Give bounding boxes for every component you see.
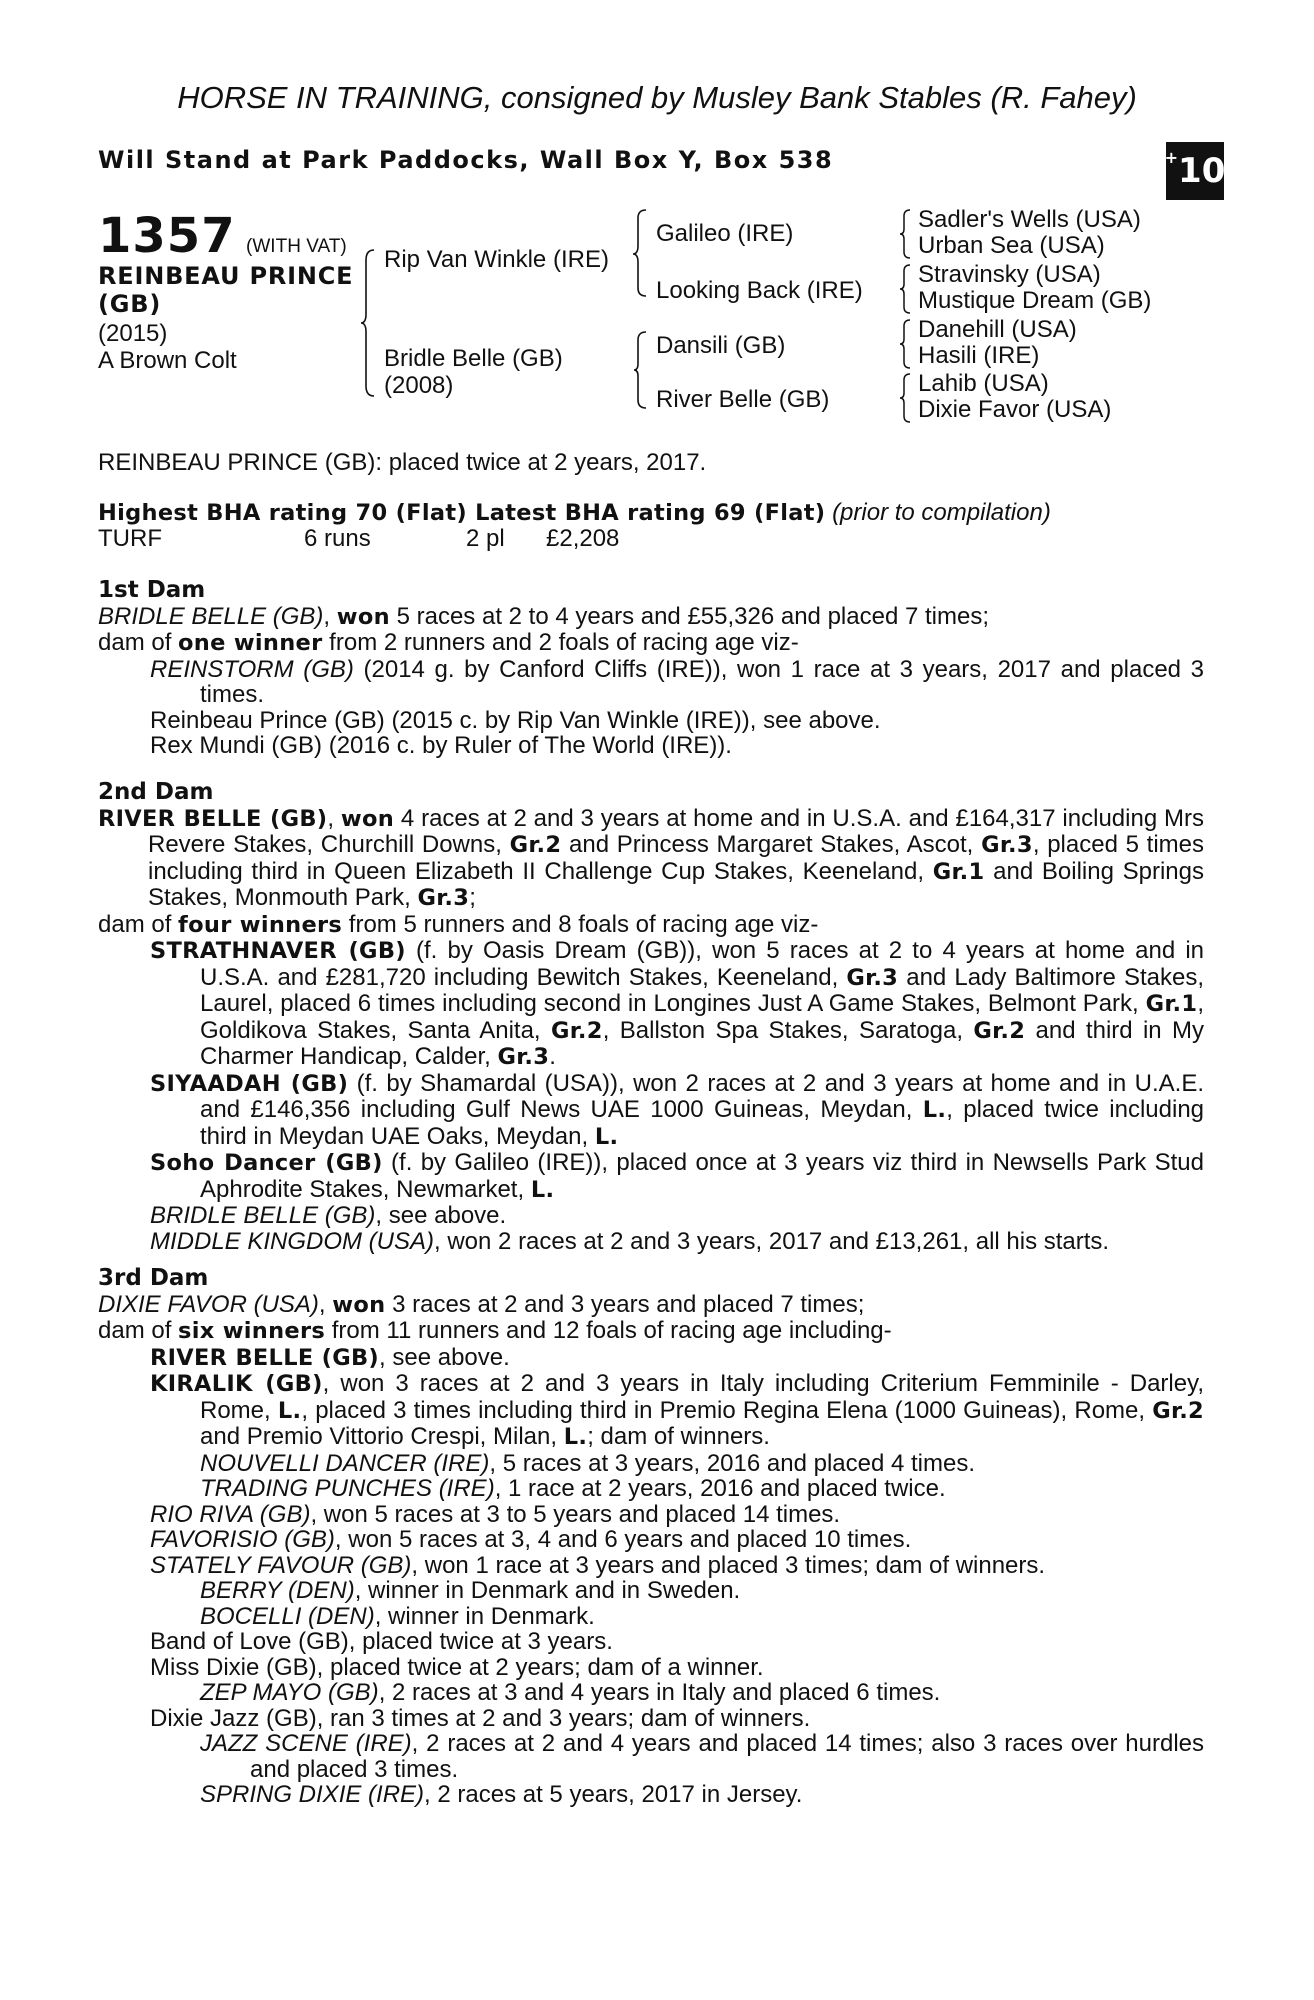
pedigree-brace-g3-1 [898,208,914,260]
text: dam of [98,629,179,656]
ratings-note: (prior to compilation) [832,498,1051,526]
pedigree-dam-year: (2008) [384,372,454,399]
won-label: won [332,1291,386,1318]
text: from 11 runners and 12 foals of racing age including- [325,1317,892,1344]
progeny-name: TRADING PUNCHES (IRE) [200,1475,495,1502]
text: . [549,1043,556,1070]
lot-vat: (WITH VAT) [246,236,347,257]
winners-count: one winner [178,630,323,656]
text: , placed 5 times including third in Queen Elizabeth II Challenge Cup Stakes, Keeneland, [148,831,1204,885]
grade: L. [563,1424,588,1450]
pedigree-brace-main [360,248,380,398]
progeny-name: SIYAADAH (GB) [150,1070,349,1097]
pedigree-g3: Sadler's Wells (USA) [918,206,1141,233]
grade: Gr.2 [509,832,562,858]
section-heading: 2nd Dam [98,779,214,805]
text: from 2 runners and 2 foals of racing age viz- [322,629,799,656]
pedigree-dam: Bridle Belle (GB) [384,345,563,372]
badge-plus-mark: + [1164,147,1179,167]
dam-name: BRIDLE BELLE (GB) [98,602,324,630]
progeny-entry [98,1604,1204,1630]
text: , placed 3 times including third in Premio Regina Elena (1000 Guineas), Rome, [301,1396,1153,1424]
winners-count: four winners [178,911,343,938]
first-dam-section [98,578,1204,759]
pedigree-sire: Rip Van Winkle (IRE) [384,246,609,273]
progeny-entry [98,1553,1204,1579]
grade: Gr.2 [550,1017,603,1044]
pedigree-brace-g3-3 [898,318,914,370]
text: , 2 races at 3 and 4 years in Italy and placed 6 times. [378,1679,941,1706]
pedigree-g3: Mustique Dream (GB) [918,287,1152,314]
progeny-entry [98,1071,1204,1151]
horse-year: (2015) [98,320,168,347]
grade: Gr.3 [497,1044,550,1070]
won-label: won [340,805,395,832]
progeny-name: BRIDLE BELLE (GB) [150,1202,376,1229]
pedigree-brace-g3-2 [898,263,914,315]
text: , placed twice including third in Meydan UAE Oaks, Meydan, [200,1096,1205,1150]
text: dam of [98,910,179,938]
progeny-name: BOCELLI (DEN) [200,1602,375,1630]
turf-placed: 2 pl [466,525,505,552]
text: from 5 runners and 8 foals of racing age viz- [342,910,819,938]
progeny-entry [98,1782,1204,1808]
turf-label: TURF [98,525,162,552]
progeny-entry [98,1578,1204,1604]
progeny-name: REINSTORM (GB) [150,655,354,683]
ratings-text: Highest BHA rating 70 (Flat) Latest BHA rating 69 (Flat) [98,499,826,526]
dam-name: DIXIE FAVOR (USA) [98,1290,319,1318]
text: , 1 race at 2 years, 2016 and placed twice. [494,1475,946,1502]
progeny-entry [98,1527,1204,1553]
text: , won 3 races at 2 and 3 years in Italy including Criterium Femminile - Darley, Rome, [200,1370,1204,1424]
lot-number: 1357 [98,208,236,264]
progeny-name: FAVORISIO (GB) [150,1526,335,1553]
section-heading: 1st Dam [98,577,206,603]
progeny-entry [98,1203,1204,1229]
progeny-entry [98,1345,1204,1372]
grade: Gr.2 [1152,1397,1204,1424]
third-dam-section [98,1266,1204,1808]
grade: L. [277,1397,302,1424]
turf-earnings: £2,208 [546,525,620,552]
text: , Ballston Spa Stakes, Saratoga, [602,1016,974,1044]
grade: Gr.3 [981,832,1033,858]
progeny-entry: Band of Love (GB), placed twice at 3 years. [150,1628,613,1655]
pedigree-g3: Dixie Favor (USA) [918,396,1112,423]
ratings-line [98,500,1204,527]
pedigree-dam-dam: River Belle (GB) [656,386,830,413]
turf-runs: 6 runs [304,525,371,552]
pedigree-g3: Hasili (IRE) [918,342,1040,369]
text: , Goldikova Stakes, Santa Anita, [200,990,1204,1044]
progeny-entry: Rex Mundi (GB) (2016 c. by Ruler of The World (IRE)). [150,732,732,759]
winners-count: six winners [178,1318,326,1344]
text: , 5 races at 3 years, 2016 and placed 4 times. [489,1449,976,1477]
grade: L. [594,1123,619,1150]
progeny-entry [98,938,1204,1071]
progeny-name: MIDDLE KINGDOM (USA) [150,1227,435,1255]
text: , see above. [379,1343,510,1371]
progeny-name: RIVER BELLE (GB) [150,1344,380,1371]
horse-description: A Brown Colt [98,347,237,374]
progeny-entry [98,1680,1204,1706]
progeny-entry [98,1731,1204,1782]
lot-badge [1166,142,1224,200]
grade: L. [530,1176,555,1203]
grade: Gr.1 [932,858,985,885]
pedigree-g3: Lahib (USA) [918,370,1049,397]
page-heading: HORSE IN TRAINING, consigned by Musley Bank Stables (R. Fahey) [177,80,1137,115]
grade: Gr.2 [973,1017,1026,1044]
pedigree-g3: Danehill (USA) [918,316,1077,343]
text: and Lady Baltimore Stakes, Laurel, placed 6 times including second in Longines Just A Game Stakes, Belmont Park, [200,963,1204,1017]
text: , see above. [375,1202,507,1229]
progeny-name: STRATHNAVER (GB) [150,938,406,964]
text: and Boiling Springs Stakes, Monmouth Park, [148,857,1204,911]
pedigree-g3: Stravinsky (USA) [918,261,1101,288]
progeny-entry: Reinbeau Prince (GB) (2015 c. by Rip Van Winkle (IRE)), see above. [150,706,881,734]
horse-name: REINBEAU PRINCE (GB) [98,262,354,318]
text: (f. by Shamardal (USA)), won 2 races at 2 and 3 years at home and in U.A.E. and £146,356 including Gulf News UAE 1000 Guineas, Meydan, [200,1069,1204,1123]
pedigree-brace-dam [632,330,652,410]
text: (f. by Galileo (IRE)), placed once at 3 years viz third in Newsells Park Stud Aphrodite Stakes, Newmarket, [200,1149,1204,1203]
progeny-entry [98,657,1204,708]
progeny-name: NOUVELLI DANCER (IRE) [200,1449,490,1477]
text: , 2 races at 2 and 4 years and placed 14 times; also 3 races over hurdles and placed 3 times. [250,1730,1205,1783]
grade: Gr.1 [1145,991,1198,1017]
progeny-name: STATELY FAVOUR (GB) [150,1551,412,1579]
second-dam-section [98,780,1204,1254]
progeny-entry [98,1502,1204,1528]
pedigree-brace-sire [632,208,652,298]
text: and Premio Vittorio Crespi, Milan, [200,1423,564,1450]
horse-details [98,320,237,374]
section-heading: 3rd Dam [98,1265,209,1291]
progeny-entry: Dixie Jazz (GB), ran 3 times at 2 and 3 years; dam of winners. [150,1704,811,1732]
pedigree-brace-g3-4 [898,372,914,424]
text: , won 1 race at 3 years and placed 3 times; dam of winners. [411,1551,1046,1579]
progeny-entry [98,1229,1204,1255]
progeny-name: Soho Dancer (GB) [150,1150,383,1176]
text: (f. by Oasis Dream (GB)), won 5 races at 2 to 4 years at home and in U.S.A. and £281,720 including Bewitch Stakes, Keeneland, [200,937,1204,991]
dam-name: RIVER BELLE (GB) [98,805,328,832]
dam-of-line [98,630,1204,657]
text: 4 races at 2 and 3 years at home and in U.S.A. and £164,317 including Mrs Revere Stakes, Churchill Downs, [148,804,1204,858]
dam-line [98,806,1204,912]
text: , 2 races at 5 years, 2017 in Jersey. [424,1781,803,1808]
text: , won 2 races at 2 and 3 years, 2017 and £13,261, all his starts. [434,1227,1110,1255]
stand-location: Will Stand at Park Paddocks, Wall Box Y, Box 538 [98,146,834,174]
separator: , [323,602,337,630]
badge-number: 10 [1178,151,1226,191]
dam-of-line [98,1318,1204,1345]
pedigree-dam-sire: Dansili (GB) [656,332,786,359]
pedigree-g3: Urban Sea (USA) [918,232,1105,259]
progeny-record: (2014 g. by Canford Cliffs (IRE)), won 1 race at 3 years, 2017 and placed 3 times. [200,655,1204,708]
text: , won 5 races at 3 to 5 years and placed 14 times. [310,1500,841,1528]
separator: , [327,804,341,832]
dam-line [98,604,1204,631]
summary-block [98,450,1204,552]
progeny-entry [98,1451,1204,1477]
progeny-name: JAZZ SCENE (IRE) [200,1730,412,1757]
progeny-name: RIO RIVA (GB) [150,1500,311,1528]
pedigree-sire-sire: Galileo (IRE) [656,220,794,247]
progeny-entry [98,1150,1204,1203]
text: 3 races at 2 and 3 years and placed 7 times; [385,1290,865,1318]
separator: , [318,1290,333,1318]
pedigree-sire-dam: Looking Back (IRE) [656,277,863,304]
progeny-entry [98,1476,1204,1502]
race-summary: REINBEAU PRINCE (GB): placed twice at 2 years, 2017. [98,449,707,476]
text: and third in My Charmer Handicap, Calder, [200,1016,1205,1070]
won-label: won [336,603,390,630]
progeny-name: SPRING DIXIE (IRE) [200,1781,425,1808]
text: , winner in Denmark. [374,1602,595,1630]
dam-of-line [98,912,1204,939]
dam-line [98,1292,1204,1319]
turf-record [98,526,1204,552]
grade: L. [922,1097,947,1123]
progeny-name: KIRALIK (GB) [150,1371,323,1397]
text: dam of [98,1317,179,1344]
text: ; dam of winners. [587,1423,770,1450]
grade: Gr.3 [417,885,470,911]
text: , won 5 races at 3, 4 and 6 years and placed 10 times. [334,1526,912,1553]
progeny-entry: Miss Dixie (GB), placed twice at 2 years; dam of a winner. [150,1653,764,1681]
dam-record: 5 races at 2 to 4 years and £55,326 and placed 7 times; [389,602,989,630]
progeny-name: BERRY (DEN) [200,1577,355,1604]
progeny-entry [98,1371,1204,1451]
text: , winner in Denmark and in Sweden. [354,1577,741,1604]
lot-number-row [98,208,347,264]
grade: Gr.3 [846,964,899,991]
text: ; [469,884,476,911]
progeny-name: ZEP MAYO (GB) [200,1679,379,1706]
text: and Princess Margaret Stakes, Ascot, [561,831,982,858]
